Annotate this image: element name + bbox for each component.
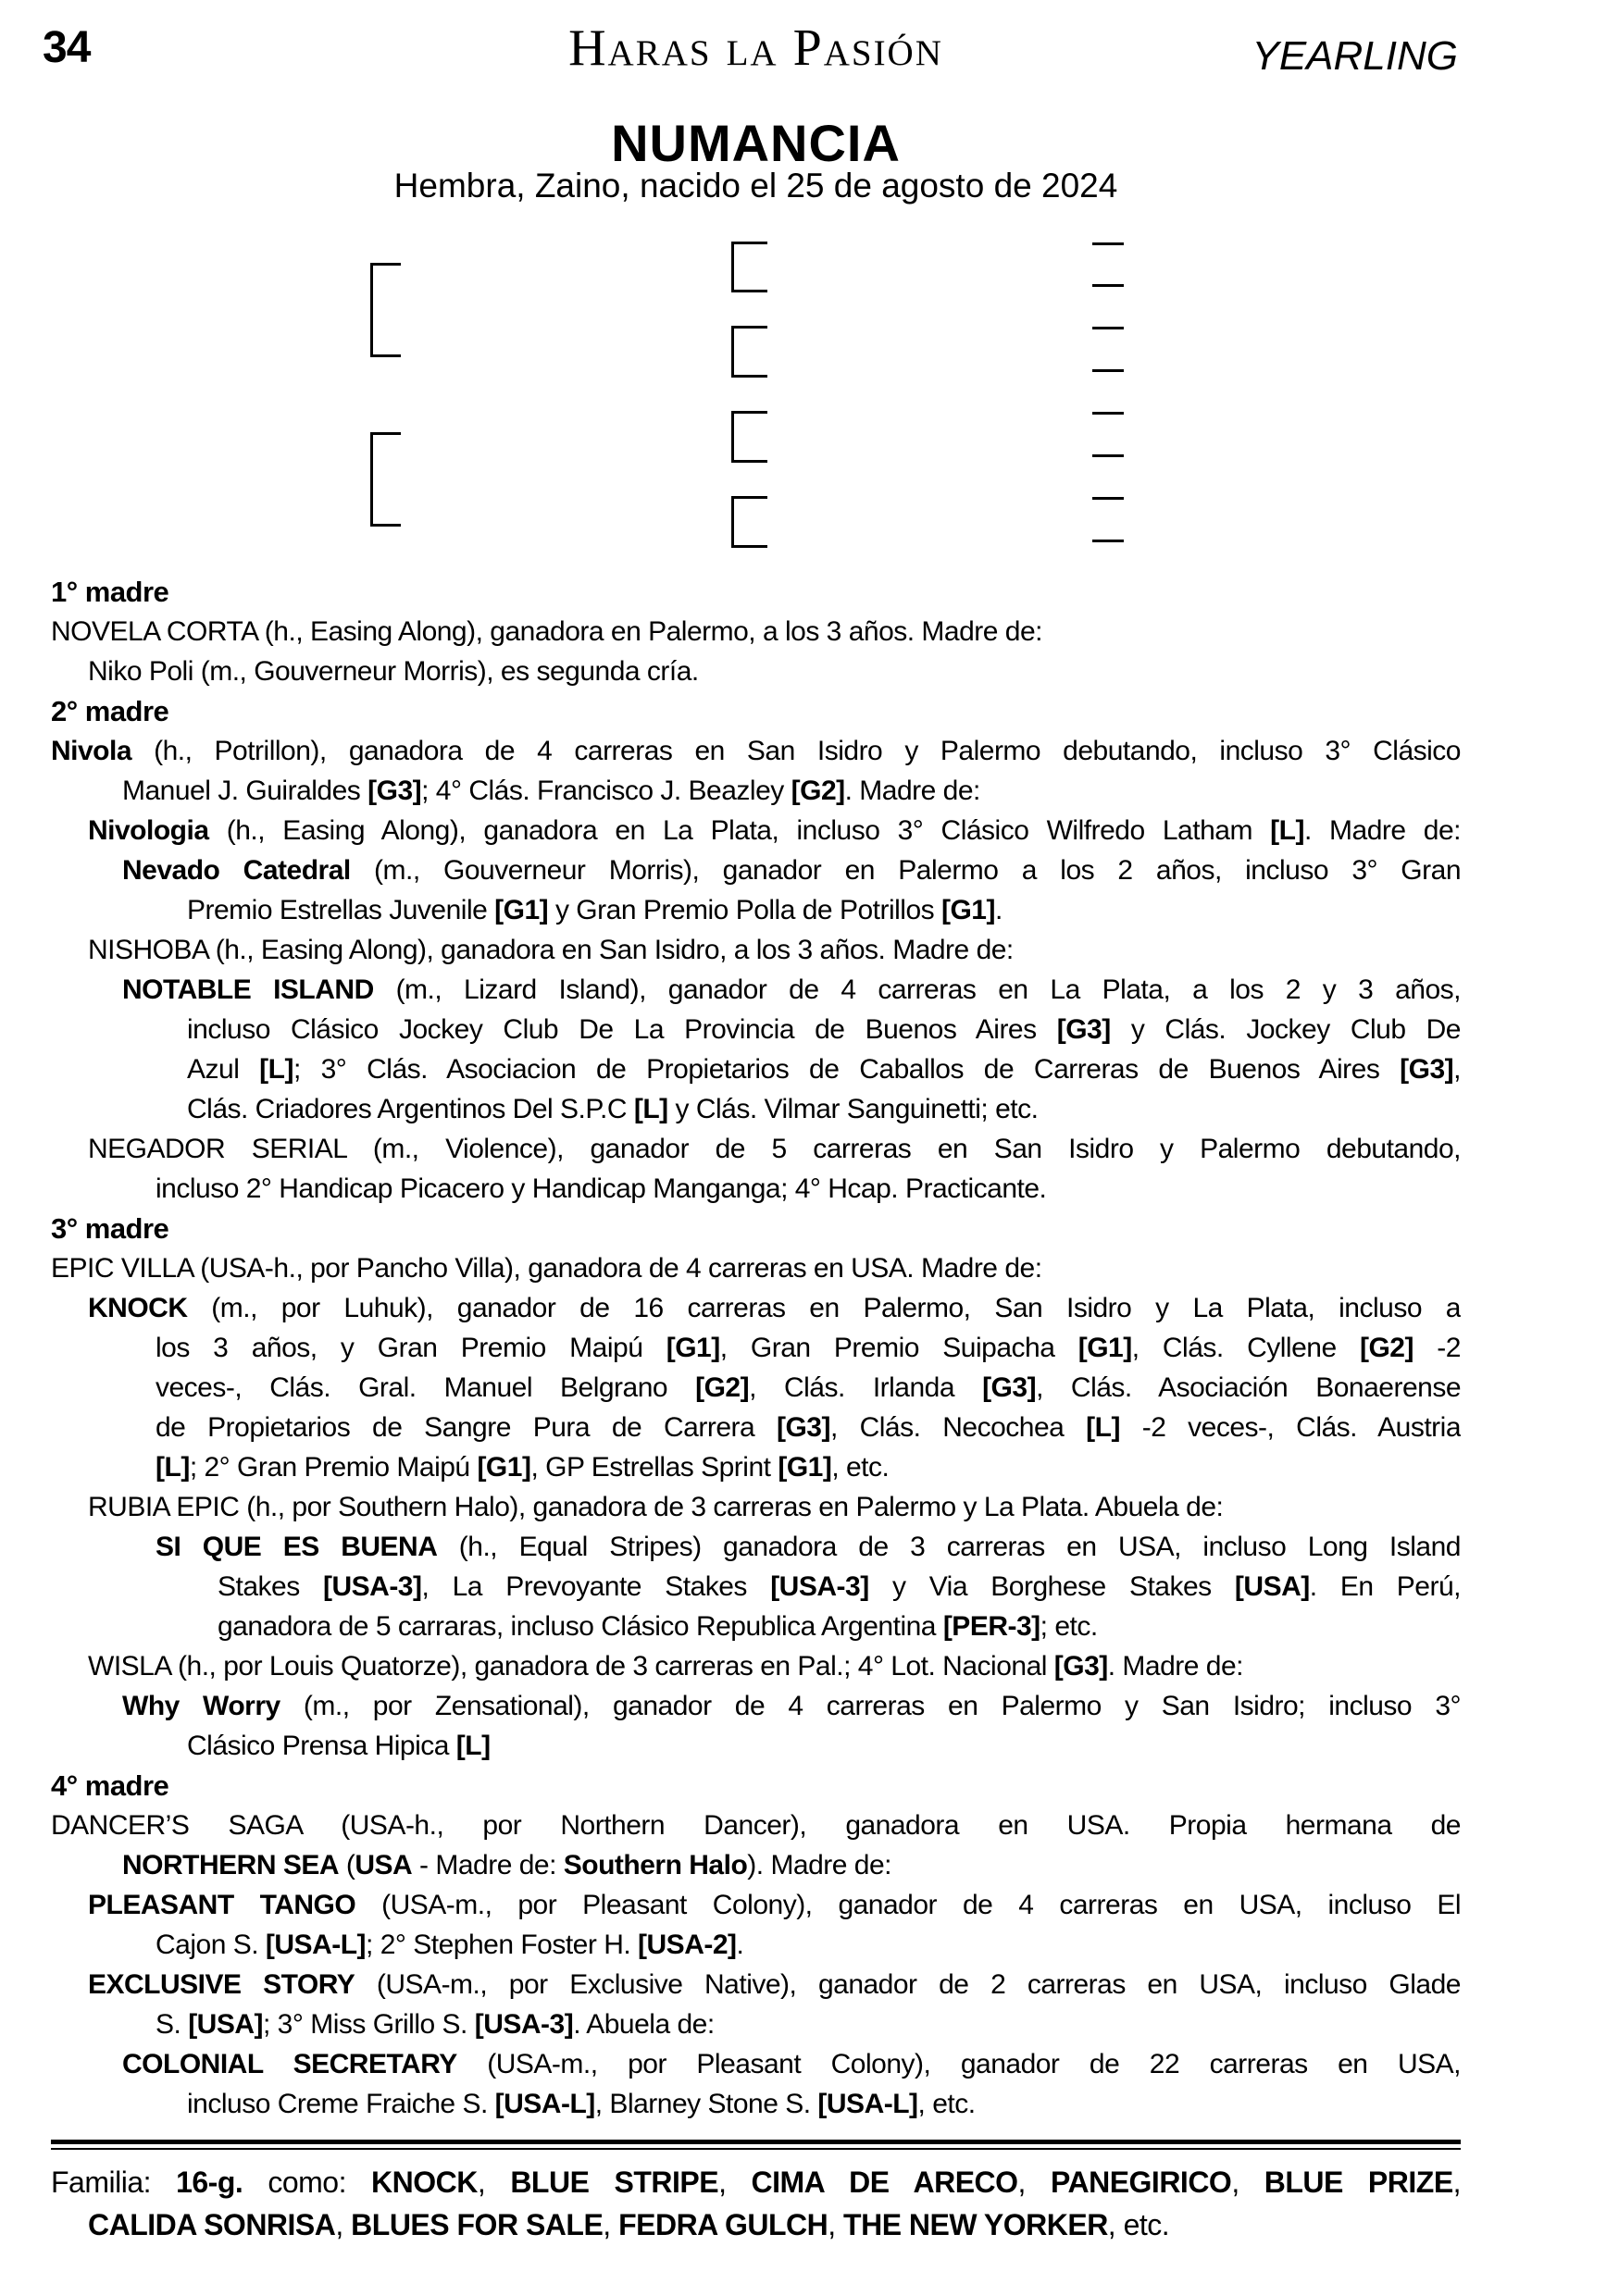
text-segment: Why Worry [122,1691,280,1721]
text-segment: BLUE STRIPE [510,2166,719,2199]
text-line [51,1447,1461,1487]
text-segment: . Madre de: [844,776,980,806]
text-line [51,1806,1461,1845]
text-line [51,1845,1461,1885]
text-segment: , etc. [1107,2208,1170,2241]
text-segment: , Clás. Cyllene [1131,1333,1360,1363]
text-segment: , [1453,1054,1461,1085]
text-segment: ganadora de 5 carraras, incluso Clásico Republica Argentina [218,1611,943,1642]
text-segment: USA [355,1850,413,1880]
text-segment: Nivola [51,736,132,766]
text-segment: BLUES FOR SALE [351,2208,604,2241]
text-segment: [USA-3] [770,1571,869,1602]
text-segment: , etc. [831,1452,890,1483]
text-segment: [L] [455,1731,491,1761]
text-segment: . En Perú, [1309,1571,1461,1602]
text-segment: , GP Estrellas Sprint [530,1452,778,1483]
text-line [51,1646,1461,1686]
text-segment: [G1] [494,895,549,925]
text-line [51,1885,1461,1925]
text-segment: Stakes [218,1571,323,1602]
text-line [51,1686,1461,1726]
text-segment: [G3] [776,1412,830,1443]
text-segment: [USA] [188,2009,264,2040]
section-heading: 1° madre [51,576,169,608]
text-segment: (m., Gouverneur Morris), ganador en Palermo a los 2 años, incluso 3° Gran [350,855,1461,886]
text-segment: NORTHERN SEA [122,1850,340,1880]
dash-connector [1092,369,1124,372]
text-line [51,1248,1461,1288]
text-line [51,1607,1461,1646]
text-segment: [G3] [1053,1651,1108,1682]
text-segment: [L] [259,1054,293,1085]
text-segment: -2 veces-, Clás. Austria [1119,1412,1461,1443]
text-segment: , [718,2166,752,2199]
text-line [51,652,1461,691]
text-line [51,1726,1461,1766]
text-segment: [L] [1086,1412,1120,1443]
text-segment: Nevado Catedral [122,855,351,886]
text-segment: PANEGIRICO [1051,2166,1232,2199]
text-line [51,1487,1461,1527]
section-heading: 4° madre [51,1769,169,1802]
text-segment: -2 [1413,1333,1461,1363]
text-segment: [G1] [940,895,995,925]
pedigree-bracket [370,432,401,527]
text-line [51,970,1461,1010]
text-segment: [G2] [791,776,845,806]
text-segment: NOTABLE ISLAND [122,974,374,1005]
text-segment: (m., por Luhuk), ganador de 16 carreras en Palermo, San Isidro y La Plata, incluso a [187,1293,1461,1323]
text-segment: . [736,1930,744,1960]
text-segment: [G1] [1077,1333,1132,1363]
text-segment: Azul [187,1054,260,1085]
text-segment: veces-, Clás. Gral. Manuel Belgrano [156,1372,696,1403]
text-line [51,1925,1461,1965]
text-segment: , [335,2208,352,2241]
text-segment: - Madre de: [412,1850,564,1880]
text-line [51,1965,1461,2004]
text-segment: 16-g. [176,2166,243,2199]
text-segment: (m., por Zensational), ganador de 4 carreras en Palermo y San Isidro; incluso 3° [280,1691,1461,1721]
text-line [51,1010,1461,1049]
dash-connector [1092,284,1124,287]
text-segment: [USA-3] [322,1571,422,1602]
text-segment: y Clás. Vilmar Sanguinetti; etc. [667,1094,1039,1124]
text-segment: ; 3° Clás. Asociacion de Propietarios de Caballos de Carreras de Buenos Aires [293,1054,1401,1085]
text-segment: [USA-L] [494,2089,595,2119]
text-line [51,2004,1461,2044]
text-segment: los 3 años, y Gran Premio Maipú [156,1333,666,1363]
text-segment: ; etc. [1040,1611,1098,1642]
pedigree-text [51,572,1461,2246]
text-segment: Clásico Prensa Hipica [187,1731,456,1761]
text-segment: , [477,2166,511,2199]
text-line [51,612,1461,652]
text-segment: [G1] [778,1452,832,1483]
text-segment: . Abuela de: [573,2009,715,2040]
horse-description: Hembra, Zaino, nacido el 25 de agosto de 2024 [393,167,1118,205]
text-segment: . [994,895,1003,925]
family-summary [51,2161,1461,2246]
text-segment: como: [243,2166,372,2199]
pedigree-bracket [370,263,401,357]
text-segment: , [1452,2166,1461,2199]
section-heading: 3° madre [51,1212,169,1245]
text-segment: (h., Potrillon), ganadora de 4 carreras en San Isidro y Palermo debutando, incluso 3° Clásico [131,736,1461,766]
text-segment: (h., Equal Stripes) ganadora de 3 carreras en USA, incluso Long Island [437,1532,1461,1562]
pedigree-bracket [731,326,767,378]
text-segment: PLEASANT TANGO [88,1890,356,1920]
text-segment: [G1] [477,1452,531,1483]
text-line [51,850,1461,890]
text-line [51,890,1461,930]
text-segment: CALIDA SONRISA [88,2208,336,2241]
text-segment: , [1231,2166,1264,2199]
text-line [51,2161,1461,2203]
text-segment: Nivologia [88,815,209,846]
text-segment: BLUE PRIZE [1264,2166,1453,2199]
horse-name: NUMANCIA [611,114,901,172]
text-line [51,1049,1461,1089]
pedigree-tree [0,0,1619,592]
text-segment: SI QUE ES BUENA [156,1532,438,1562]
text-line [51,1129,1461,1169]
text-segment: COLONIAL SECRETARY [122,2049,457,2079]
text-segment: [L] [633,1094,668,1124]
text-segment: (USA-m., por Pleasant Colony), ganador de 4 carreras en USA, incluso El [355,1890,1461,1920]
text-line [51,1408,1461,1447]
text-segment: y Gran Premio Polla de Potrillos [548,895,941,925]
text-segment: Familia: [51,2166,177,2199]
text-line [51,1527,1461,1567]
text-segment: [G3] [367,776,422,806]
text-segment: ; 2° Stephen Foster H. [366,1930,639,1960]
text-segment: de Propietarios de Sangre Pura de Carrera [156,1412,777,1443]
dash-connector [1092,242,1124,245]
text-segment: y Via Borghese Stakes [868,1571,1235,1602]
text-segment: , [603,2208,619,2241]
text-line [51,2084,1461,2124]
text-line [51,811,1461,850]
text-segment: . Madre de: [1303,815,1461,846]
text-line [51,1567,1461,1607]
text-segment: . Madre de: [1107,1651,1243,1682]
text-segment: [G2] [1359,1333,1414,1363]
text-segment: [USA-L] [817,2089,918,2119]
text-segment: ; 2° Gran Premio Maipú [189,1452,478,1483]
text-segment: [G1] [666,1333,720,1363]
text-line [51,1169,1461,1209]
text-segment: EXCLUSIVE STORY [88,1969,355,2000]
pedigree-bracket [731,411,767,463]
text-segment: S. [156,2009,189,2040]
text-segment: Clás. Criadores Argentinos Del S.P.C [187,1094,634,1124]
text-line [51,731,1461,771]
text-segment: , [1017,2166,1051,2199]
pedigree-bracket [731,242,767,292]
text-segment: [G3] [1400,1054,1454,1085]
text-segment: KNOCK [371,2166,478,2199]
text-segment: Manuel J. Guiraldes [122,776,368,806]
text-line [51,1368,1461,1408]
text-segment: , etc. [917,2089,976,2119]
dash-connector [1092,412,1124,415]
text-segment: (m., Lizard Island), ganador de 4 carreras en La Plata, a los 2 y 3 años, [373,974,1461,1005]
text-segment: [USA-2] [638,1930,737,1960]
family-divider [51,2140,1461,2150]
text-segment: WISLA (h., por Louis Quatorze), ganadora de 3 carreras en Pal.; 4° Lot. Nacional [88,1651,1054,1682]
text-segment: THE NEW YORKER [843,2208,1108,2241]
text-segment: [USA-L] [265,1930,367,1960]
dash-connector [1092,540,1124,542]
text-segment: [G3] [1056,1014,1111,1045]
text-segment: ). Madre de: [747,1850,892,1880]
text-segment: RUBIA EPIC (h., por Southern Halo), ganadora de 3 carreras en Palermo y La Plata. Abuela de: [88,1492,1224,1522]
text-segment: NISHOBA (h., Easing Along), ganadora en San Isidro, a los 3 años. Madre de: [88,935,1014,965]
text-segment: FEDRA GULCH [618,2208,828,2241]
text-segment: [L] [156,1452,190,1483]
text-segment: [G2] [695,1372,750,1403]
text-segment: EPIC VILLA (USA-h., por Pancho Villa), ganadora de 4 carreras en USA. Madre de: [51,1253,1042,1284]
text-line [51,1288,1461,1328]
category-label: YEARLING [1252,33,1458,79]
text-segment: , La Prevoyante Stakes [421,1571,771,1602]
text-line [51,930,1461,970]
text-line [51,1089,1461,1129]
dash-connector [1092,454,1124,457]
text-segment: , [828,2208,844,2241]
text-line [51,1328,1461,1368]
text-segment: [L] [1270,815,1304,846]
text-segment: , Blarney Stone S. [594,2089,818,2119]
text-segment: [USA] [1234,1571,1310,1602]
text-segment: , Clás. Asociación Bonaerense [1036,1372,1461,1403]
text-segment: Cajon S. [156,1930,266,1960]
text-segment: NOVELA CORTA (h., Easing Along), ganadora en Palermo, a los 3 años. Madre de: [51,616,1043,647]
text-segment: DANCER’S SAGA (USA-h., por Northern Dancer), ganadora en USA. Propia hermana de [51,1810,1461,1841]
text-segment: [G3] [982,1372,1037,1403]
text-line [51,2203,1461,2246]
text-segment: , Gran Premio Suipacha [719,1333,1078,1363]
text-segment: Southern Halo [563,1850,748,1880]
text-segment: , Clás. Irlanda [749,1372,983,1403]
text-segment: Niko Poli (m., Gouverneur Morris), es segunda cría. [88,656,699,687]
text-segment: (h., Easing Along), ganadora en La Plata, incluso 3° Clásico Wilfredo Latham [208,815,1271,846]
text-segment: incluso 2° Handicap Picacero y Handicap Manganga; 4° Hcap. Practicante. [156,1173,1047,1204]
text-segment: [PER-3] [942,1611,1040,1642]
text-segment: ; 3° Miss Grillo S. [263,2009,475,2040]
text-segment: Premio Estrellas Juvenile [187,895,495,925]
text-line [51,2044,1461,2084]
page-number: 34 [43,23,91,72]
dash-connector [1092,497,1124,500]
dash-connector [1092,327,1124,329]
text-segment: CIMA DE ARECO [751,2166,1018,2199]
text-segment: incluso Clásico Jockey Club De La Provincia de Buenos Aires [187,1014,1057,1045]
text-segment: incluso Creme Fraiche S. [187,2089,495,2119]
text-line [51,771,1461,811]
text-segment: NEGADOR SERIAL (m., Violence), ganador de 5 carreras en San Isidro y Palermo debutando, [88,1134,1461,1164]
text-segment: ; 4° Clás. Francisco J. Beazley [421,776,791,806]
text-segment: y Clás. Jockey Club De [1110,1014,1461,1045]
pedigree-bracket [731,496,767,548]
section-heading: 2° madre [51,695,169,727]
catalog-title: Haras la Pasión [568,19,943,77]
text-segment: [USA-3] [474,2009,574,2040]
text-segment: , Clás. Necochea [829,1412,1087,1443]
text-segment: ( [339,1850,355,1880]
text-segment: (USA-m., por Exclusive Native), ganador de 2 carreras en USA, incluso Glade [355,1969,1461,2000]
text-segment: (USA-m., por Pleasant Colony), ganador de 22 carreras en USA, [456,2049,1461,2079]
text-segment: KNOCK [88,1293,188,1323]
